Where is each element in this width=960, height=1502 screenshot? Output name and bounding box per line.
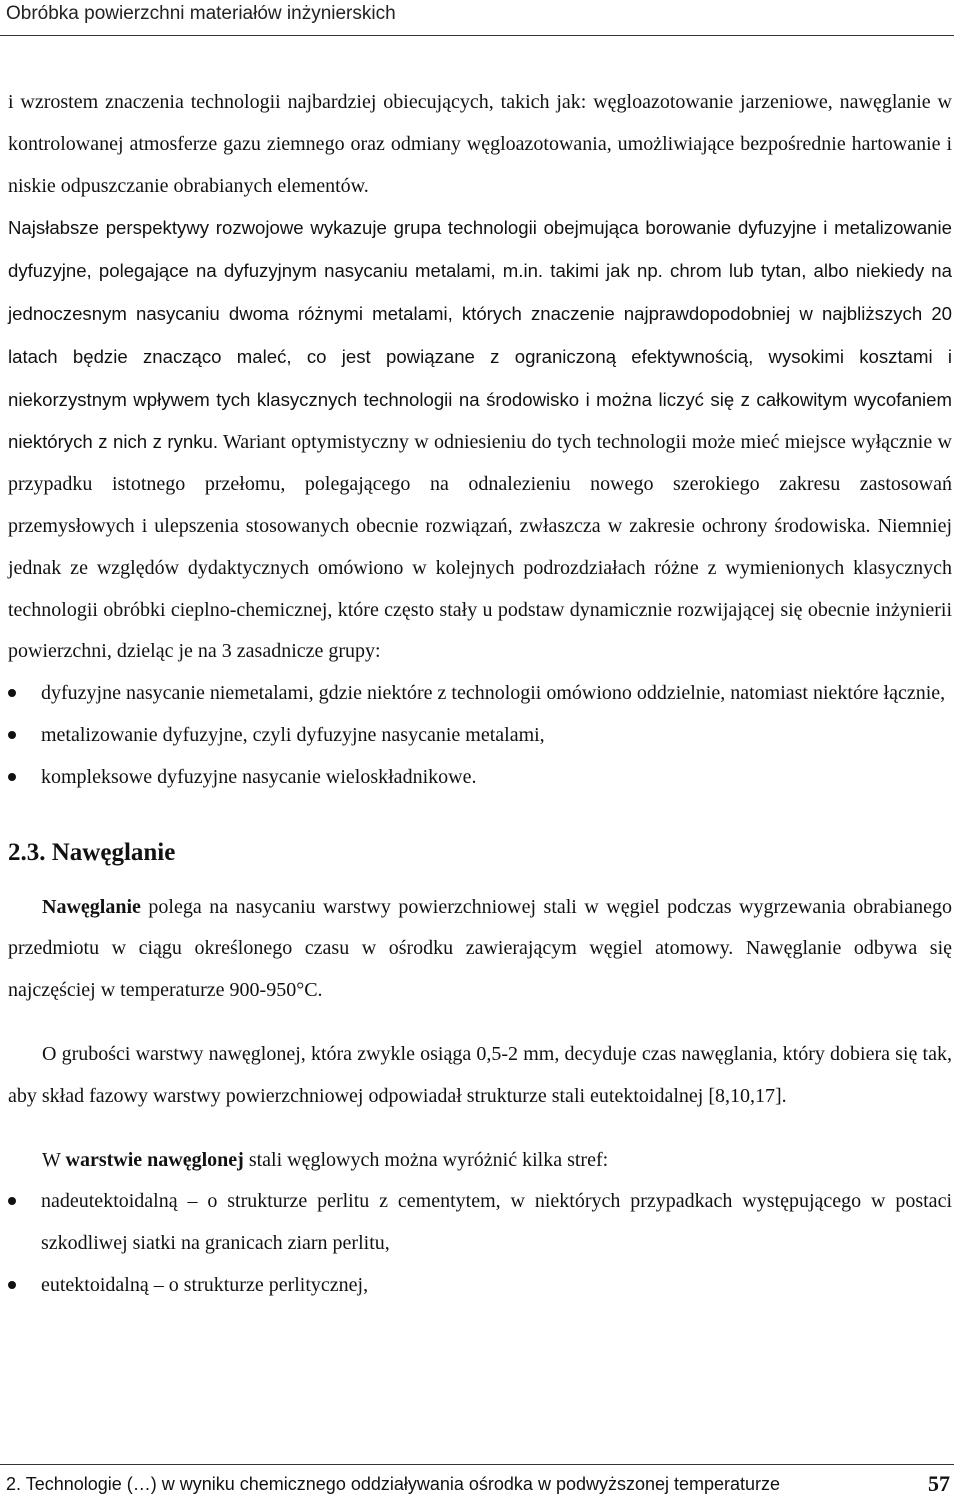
- list-item: metalizowanie dyfuzyjne, czyli dyfuzyjne nasycanie metalami,: [8, 715, 952, 757]
- footer-chapter-title: 2. Technologie (…) w wyniku chemicznego oddziaływania ośrodka w podwyższonej temperaturze: [6, 1474, 781, 1494]
- term-carburized-layer: warstwie nawęglonej: [65, 1148, 244, 1171]
- technology-groups-list: [8, 673, 952, 798]
- paragraph-2-sans-part: Najsłabsze perspektywy rozwojowe wykazuje grupa technologii obejmująca borowanie dyfuzyjne i metalizowanie dyfuzyjne, polegające na dyfuzyjnym nasycaniu metalami, m.in. takimi jak np. chrom lub tytan, albo niekiedy na jednoczesnym nasycaniu dwoma różnymi metalami, których znaczenie najprawdopodobniej w najbliższych 20 latach będzie znacząco maleć, co jest powiązane z ograniczoną efektywnością, wysokimi kosztami i niekorzystnym wpływem tych klasycznych technologii na środowisko i można liczyć się z całkowitym wycofaniem niektórych z nich z rynku.: [8, 217, 952, 453]
- bullet-icon: [8, 1197, 16, 1205]
- paragraph-2: [8, 207, 952, 673]
- page-number: 57: [928, 1471, 950, 1496]
- header-title: Obróbka powierzchni materiałów inżynierskich: [6, 3, 396, 24]
- list-item: kompleksowe dyfuzyjne nasycanie wieloskładnikowe.: [8, 757, 952, 799]
- bullet-icon: [8, 689, 16, 697]
- header-divider: [0, 35, 954, 36]
- list-item: nadeutektoidalną – o strukturze perlitu z cementytem, w niektórych przypadkach występującego w postaci szkodliwej siatki na granicach ziarn perlitu,: [8, 1181, 952, 1265]
- page-header: [6, 0, 954, 30]
- paragraph-2-serif-part: Wariant optymistyczny w odniesieniu do tych technologii może mieć miejsce wyłącznie w przypadku istotnego przełomu, polegającego na odnalezieniu nowego szerokiego zakresu zastosowań przemysłowych i ulepszenia stosowanych obecnie rozwiązań, zwłaszcza w zakresie ochrony środowiska. Niemniej jednak ze względów dydaktycznych omówiono w kolejnych podrozdziałach różne z wymienionych klasycznych technologii obróbki cieplno-chemicznej, które często stały u podstaw dynamicznie rozwijającej się obecnie inżynierii powierzchni, dzieląc je na 3 zasadnicze grupy:: [8, 431, 952, 663]
- paragraph-4: O grubości warstwy nawęglonej, która zwykle osiąga 0,5-2 mm, decyduje czas nawęglania, który dobiera się tak, aby skład fazowy warstwy powierzchniowej odpowiadał strukturze stali eutektoidalnej [8,10,17].: [8, 1042, 952, 1107]
- paragraph-3: Nawęglanie polega na nasycaniu warstwy powierzchniowej stali w węgiel podczas wygrzewania obrabianego przedmiotu w ciągu określonego czasu w ośrodku zawierającym węgiel atomowy. Nawęglanie odbywa się najczęściej w temperaturze 900-950°C.: [8, 895, 952, 1002]
- bullet-icon: [8, 1281, 16, 1289]
- bullet-icon: [8, 773, 16, 781]
- bullet-icon: [8, 731, 16, 739]
- term-carburizing: Nawęglanie: [42, 895, 141, 918]
- list-item: eutektoidalną – o strukturze perlitycznej,: [8, 1265, 952, 1307]
- paragraph-5: W warstwie nawęglonej stali węglowych można wyróżnić kilka stref:: [42, 1148, 609, 1171]
- section-heading: 2.3. Nawęglanie: [8, 838, 176, 866]
- page-body: [8, 82, 952, 1307]
- list-item: dyfuzyjne nasycanie niemetalami, gdzie niektóre z technologii omówiono oddzielnie, natomiast niektóre łącznie,: [8, 673, 952, 715]
- footer-divider: [0, 1464, 954, 1465]
- paragraph-1: i wzrostem znaczenia technologii najbardziej obiecujących, takich jak: węgloazotowanie jarzeniowe, nawęglanie w kontrolowanej atmosferze gazu ziemnego oraz odmiany węgloazotowania, umożliwiające bezpośrednie hartowanie i niskie odpuszczanie obrabianych elementów.: [8, 91, 952, 197]
- page-footer: [6, 1470, 954, 1500]
- zones-list: [8, 1181, 952, 1306]
